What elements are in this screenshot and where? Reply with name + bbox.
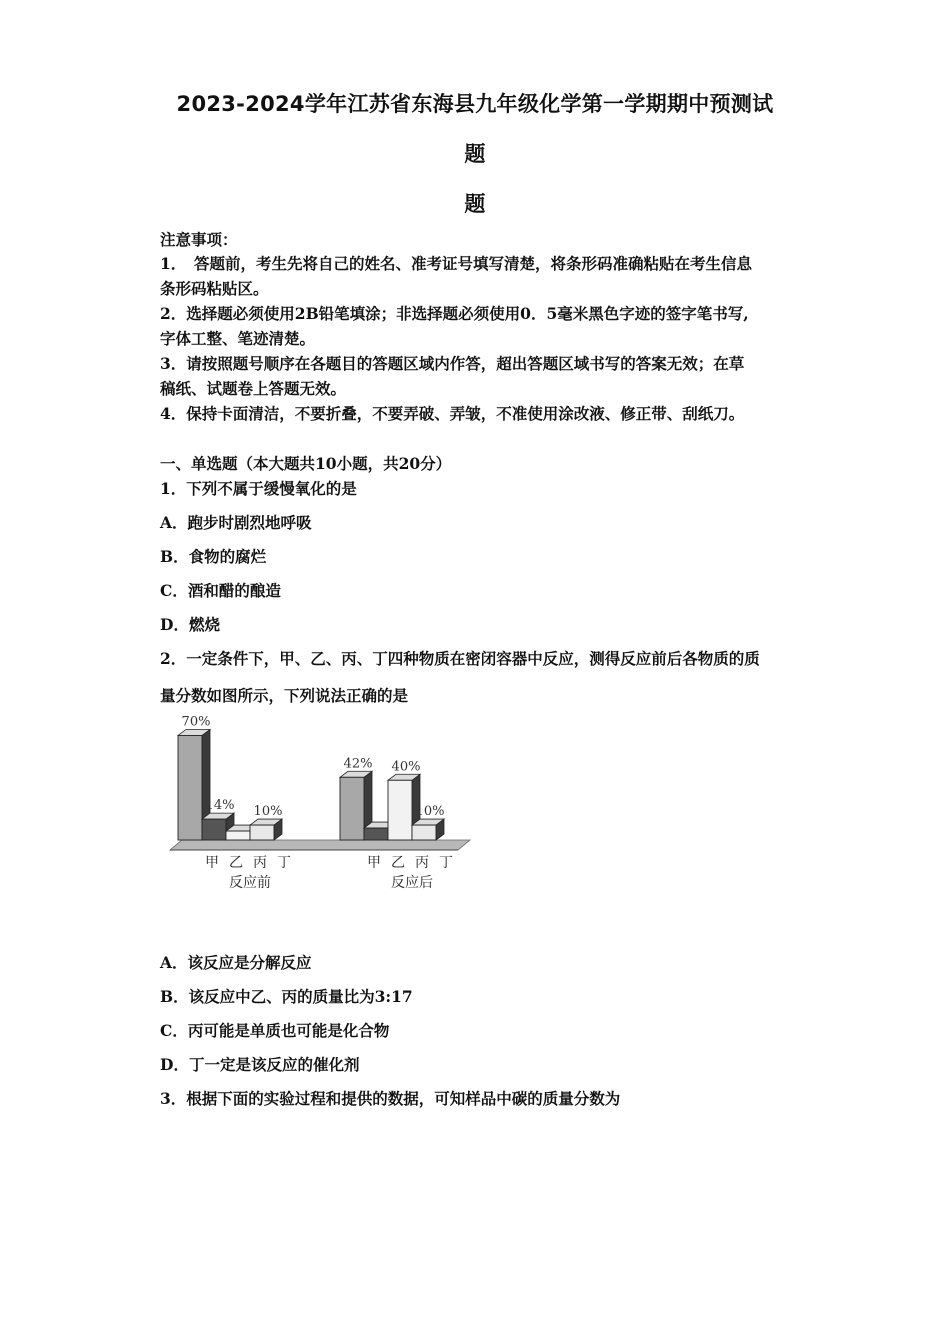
category-label: 丙	[415, 855, 429, 871]
question-2-option-b: B．该反应中乙、丙的质量比为3:17	[160, 987, 413, 1006]
question-1-stem: 1．下列不属于缓慢氧化的是	[160, 479, 357, 498]
notice-item: 稿纸、试题卷上答题无效。	[160, 379, 347, 398]
question-1-option-c: C．酒和醋的酿造	[160, 581, 281, 600]
bar	[226, 831, 250, 840]
notice-item: 3．请按照题号顺序在各题目的答题区域内作答，超出答题区域书写的答案无效；在草	[160, 354, 745, 373]
bar	[250, 825, 274, 840]
category-label: 丁	[277, 855, 291, 871]
question-2-stem-line-1: 2．一定条件下，甲、乙、丙、丁四种物质在密闭容器中反应，测得反应前后各物质的质	[160, 649, 760, 668]
section-heading: 一、单选题（本大题共10小题，共20分）	[160, 454, 452, 473]
bar	[412, 825, 436, 840]
question-3-stem: 3．根据下面的实验过程和提供的数据，可知样品中碳的质量分数为	[160, 1089, 621, 1108]
exam-title-line-2: 题	[464, 142, 486, 166]
bar	[178, 735, 202, 840]
data-label: 14%	[205, 798, 235, 814]
category-label: 丙	[253, 855, 267, 871]
question-1-option-b: B．食物的腐烂	[160, 547, 267, 566]
bar	[388, 780, 412, 840]
notice-item: 2．选择题必须使用2B铅笔填涂；非选择题必须使用0．5毫米黑色字迹的签字笔书写,	[160, 304, 749, 323]
bar	[364, 828, 388, 840]
category-label: 甲	[367, 855, 381, 871]
question-2-option-d: D．丁一定是该反应的催化剂	[160, 1055, 360, 1074]
mass-fraction-bar-chart	[170, 714, 480, 897]
notice-heading: 注意事项：	[160, 230, 238, 249]
group-label: 反应后	[391, 875, 433, 891]
notice-item: 条形码粘贴区。	[160, 279, 269, 298]
category-label: 丁	[439, 855, 453, 871]
bar	[340, 777, 364, 840]
question-2-stem-line-2: 量分数如图所示，下列说法正确的是	[160, 686, 409, 705]
data-label: 40%	[391, 759, 421, 775]
exam-title-line-1: 2023-2024学年江苏省东海县九年级化学第一学期期中预测试	[176, 92, 774, 116]
bar	[202, 819, 226, 840]
question-1-option-a: A．跑步时剧烈地呼吸	[160, 513, 312, 532]
question-1-option-d: D．燃烧	[160, 615, 220, 634]
category-label: 乙	[229, 855, 243, 871]
category-label: 乙	[391, 855, 405, 871]
data-label: 42%	[343, 756, 373, 772]
chart-floor	[170, 840, 470, 850]
question-2-option-a: A．该反应是分解反应	[160, 953, 312, 972]
question-2-option-c: C．丙可能是单质也可能是化合物	[160, 1021, 390, 1040]
notice-item: 4．保持卡面清洁，不要折叠，不要弄破、弄皱，不准使用涂改液、修正带、刮纸刀。	[160, 404, 745, 423]
data-label: 70%	[181, 714, 211, 730]
exam-title-line-3: 题	[464, 192, 486, 216]
data-label: 10%	[253, 804, 283, 820]
data-label: 10%	[415, 804, 445, 820]
category-label: 甲	[205, 855, 219, 871]
notice-item: 1． 答题前，考生先将自己的姓名、准考证号填写清楚，将条形码准确粘贴在考生信息	[160, 254, 753, 273]
group-label: 反应前	[229, 875, 271, 891]
notice-item: 字体工整、笔迹清楚。	[160, 329, 316, 348]
